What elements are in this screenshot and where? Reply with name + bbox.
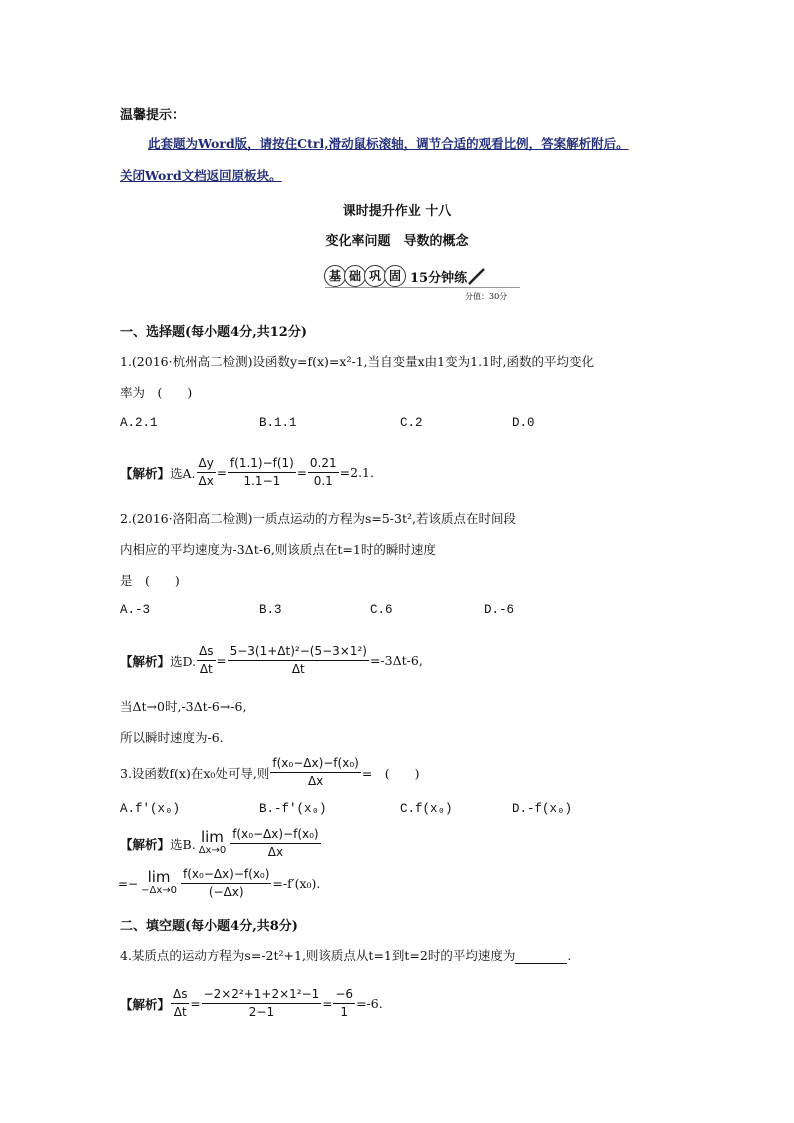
q2-option-b: B.3 bbox=[259, 603, 282, 617]
q2-option-c: C.6 bbox=[370, 603, 393, 617]
q2-option-d: D.-6 bbox=[484, 603, 515, 617]
q2-answer-line-2: 当Δt→0时,-3Δt-6→-6, bbox=[120, 699, 247, 714]
fraction: $\frac{\Delta s}{\Delta t}$ bbox=[199, 644, 214, 676]
limit: lim −Δx→0 bbox=[141, 868, 177, 896]
fraction: $\frac{-6}{1}$ bbox=[335, 987, 354, 1019]
q1-option-d: D.0 bbox=[512, 416, 535, 430]
answer-tail: =-6. bbox=[356, 996, 383, 1011]
answer-choice: 选A. bbox=[170, 465, 196, 481]
limit: lim Δx→0 bbox=[198, 828, 227, 856]
badge-char: 巩 bbox=[364, 265, 386, 287]
q3-stem: 3.设函数f(x)在x₀处可导,则 $\frac{\text{f(x₀−Δx)−f(x₀)}}{\Delta x}$ = ( ) bbox=[120, 756, 420, 788]
fraction: $\frac{\Delta y}{\Delta x}$ bbox=[198, 456, 214, 488]
q3-answer bbox=[120, 826, 322, 861]
fraction: $\frac{\Delta s}{\Delta t}$ bbox=[173, 987, 188, 1019]
badge-char: 固 bbox=[384, 265, 406, 287]
fraction: $\frac{\text{f(x₀−Δx)−f(x₀)}}{\Delta x}$ bbox=[232, 827, 319, 859]
fraction: $\frac{\text{f(x₀−Δx)−f(x₀)}}{\Delta x}$ bbox=[272, 756, 359, 788]
tip-title: 温馨提示： bbox=[120, 108, 186, 123]
q1-answer: 【解析】 选A. $\frac{\Delta y}{\Delta x}$ = $\frac{f(1.1)-f(1)}{1.1-1}$ = $\frac{0.21}{0.1}$ =2.1. bbox=[120, 456, 374, 488]
answer-label: 【解析】 bbox=[120, 836, 171, 852]
fraction: $\frac{\text{f(x₀−Δx)−f(x₀)}}{(-\Delta x)}$ bbox=[183, 867, 270, 899]
badge-char: 基 bbox=[324, 265, 346, 287]
pen-stroke-icon bbox=[467, 266, 487, 286]
section-2-heading: 二、填空题(每小题4分,共8分) bbox=[120, 919, 298, 934]
badge-time: 15分钟练 bbox=[410, 270, 468, 286]
section-1-heading: 一、选择题(每小题4分,共12分) bbox=[120, 325, 307, 340]
q1-option-c: C.2 bbox=[400, 416, 423, 430]
q2-answer: 【解析】 选D. $\frac{\Delta s}{\Delta t}$ = $\frac{\text{5−3(1+Δt)²−(5−3×1²)}}{\Delta t}$ =-3Δt-6, bbox=[120, 644, 423, 676]
fraction: $\frac{f(1.1)-f(1)}{1.1-1}$ bbox=[229, 456, 294, 488]
q1-option-a: A.2.1 bbox=[120, 416, 158, 430]
q2-stem-line-1: 2.(2016·洛阳高二检测)一质点运动的方程为s=5-3t²,若该质点在时间段 bbox=[120, 511, 516, 526]
fraction: $\frac{\text{5−3(1+Δt)²−(5−3×1²)}}{\Delta t}$ bbox=[229, 644, 367, 676]
q4-answer: 【解析】 $\frac{\Delta s}{\Delta t}$ = $\frac{\text{−2×2²+1+2×1²−1}}{2-1}$ = $\frac{-6}{1}$ =-6. bbox=[120, 987, 383, 1019]
page-title: 课时提升作业 十八 bbox=[342, 204, 452, 219]
q3-option-b: B.-f′(x₀) bbox=[259, 802, 327, 816]
q2-stem-line-2: 内相应的平均速度为-3Δt-6,则该质点在t=1时的瞬时速度 bbox=[120, 542, 436, 557]
badge-divider bbox=[325, 287, 520, 288]
answer-label: 【解析】 bbox=[120, 653, 171, 669]
fraction: $\frac{0.21}{0.1}$ bbox=[309, 456, 337, 488]
q4-stem: 4.某质点的运动方程为s=-2t²+1,则该质点从t=1到t=2时的平均速度为 . bbox=[120, 948, 572, 963]
q3-option-d: D.-f(x₀) bbox=[512, 802, 573, 816]
q2-option-a: A.-3 bbox=[120, 603, 151, 617]
answer-choice: 选D. bbox=[170, 653, 197, 669]
q2-answer-line-3: 所以瞬时速度为-6. bbox=[120, 730, 224, 745]
answer-blank bbox=[515, 951, 567, 964]
page-subtitle: 变化率问题 导数的概念 bbox=[325, 234, 469, 249]
badge-char: 础 bbox=[344, 265, 366, 287]
answer-choice: 选B. bbox=[170, 836, 196, 852]
tip-line-2: 关闭Word文档返回原板块。 bbox=[120, 168, 282, 183]
tip-line-1: 此套题为Word版，请按住Ctrl,滑动鼠标滚轴，调节合适的观看比例，答案解析附后。 bbox=[148, 136, 629, 151]
q1-stem-line-1: 1.(2016·杭州高二检测)设函数y=f(x)=x²-1,当自变量x由1变为1.1时,函数的平均变化 bbox=[120, 354, 594, 369]
answer-label: 【解析】 bbox=[120, 465, 171, 481]
q3-option-a: A.f′(x₀) bbox=[120, 802, 181, 816]
section-badge bbox=[324, 265, 487, 287]
q3-answer-line-2: =− lim −Δx→0 $\frac{\text{f(x₀−Δx)−f(x₀)}}{(-\Delta x)}$ =-f′(x₀). bbox=[118, 867, 321, 899]
q1-option-b: B.1.1 bbox=[259, 416, 297, 430]
q2-stem-line-3: 是 ( ) bbox=[120, 573, 180, 588]
q3-option-c: C.f(x₀) bbox=[400, 802, 453, 816]
answer-tail: =2.1. bbox=[339, 465, 374, 480]
fraction: $\frac{\text{−2×2²+1+2×1²−1}}{2-1}$ bbox=[203, 987, 320, 1019]
answer-label: 【解析】 bbox=[120, 996, 171, 1012]
answer-tail: =-3Δt-6, bbox=[369, 653, 423, 668]
score-note: 分值：30分 bbox=[465, 292, 508, 301]
q1-stem-line-2: 率为 ( ) bbox=[120, 385, 193, 400]
